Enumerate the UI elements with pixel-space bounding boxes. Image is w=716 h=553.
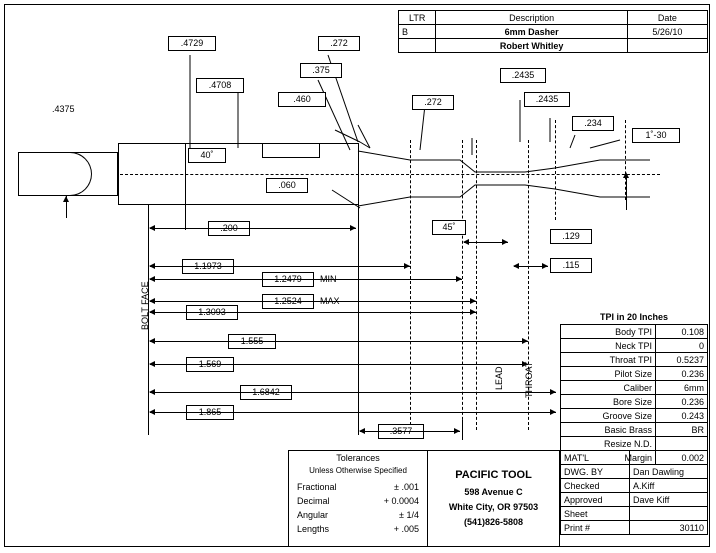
tpi-value-groove: 0.243 — [656, 409, 708, 423]
arrow-1865-left — [149, 409, 155, 415]
arrow-11973-right — [404, 263, 410, 269]
dim-2435-a: .2435 — [500, 68, 546, 83]
label-max: MAX — [320, 296, 340, 306]
dimline-1-3093 — [150, 312, 476, 313]
label-throat: THROAT — [524, 361, 534, 398]
dim-1-2524: 1.2524 — [262, 294, 314, 309]
rev-row2-description: Robert Whitley — [436, 39, 627, 53]
tol-label-lengths: Lengths — [297, 524, 330, 534]
tpi-label-bore: Bore Size — [561, 395, 656, 409]
tpi-value-margin: 0.002 — [656, 451, 708, 465]
arrow-1569-right — [522, 361, 528, 367]
arrow-16842-left — [149, 389, 155, 395]
tpi-value-bore: 0.236 — [656, 395, 708, 409]
arrow-129-right — [502, 239, 508, 245]
title-value-sheet — [630, 507, 708, 521]
dim-060: .060 — [266, 178, 308, 193]
tpi-table-title: TPI in 20 Inches — [599, 312, 669, 322]
title-label-print: Print # — [561, 521, 630, 535]
dim-4708: .4708 — [196, 78, 244, 93]
tick-line-2 — [626, 174, 627, 210]
dim-unlabeled-box — [262, 143, 320, 158]
arrow-115-right — [542, 263, 548, 269]
title-value-drawnby: Dan Dawling — [630, 465, 708, 479]
tolerances-block — [288, 450, 428, 547]
arrow-129-left — [463, 239, 469, 245]
rev-header-ltr: LTR — [399, 11, 436, 25]
arrow-13093-right — [470, 309, 476, 315]
tpi-label-throat: Throat TPI — [561, 353, 656, 367]
tol-value-lengths: + .005 — [393, 524, 419, 534]
dim-4729: .4729 — [168, 36, 216, 51]
tpi-value-neck: 0 — [656, 339, 708, 353]
title-label-checked: Checked — [561, 479, 630, 493]
dim-234: .234 — [572, 116, 614, 131]
tpi-label-brass: Basic Brass — [561, 423, 656, 437]
tol-label-decimal: Decimal — [297, 496, 330, 506]
dim-272-b: .272 — [412, 95, 454, 110]
dim-1-865: 1.865 — [186, 405, 234, 420]
label-min: MIN — [320, 274, 337, 284]
title-label-drawnby: DWG. BY — [561, 465, 630, 479]
dimline-1-2479 — [150, 279, 462, 280]
arrow-3577-right — [454, 428, 460, 434]
arrow-1555-left — [149, 338, 155, 344]
title-block — [560, 450, 708, 535]
title-value-print: 30110 — [630, 521, 708, 535]
tolerances-title: Tolerances — [336, 453, 380, 463]
company-address1: 598 Avenue C — [464, 487, 523, 497]
arrow-12479-right — [456, 276, 462, 282]
dim-375: .375 — [300, 63, 342, 78]
tpi-label-resize: Resize N.D. — [561, 437, 656, 451]
dim-460: .460 — [278, 92, 326, 107]
arrow-1569-left — [149, 361, 155, 367]
dim-45-degrees: 45˚ — [432, 220, 466, 235]
tol-label-angular: Angular — [297, 510, 329, 520]
title-value-approved: Dave Kiff — [630, 493, 708, 507]
tpi-label-neck: Neck TPI — [561, 339, 656, 353]
dimline-1-555 — [150, 341, 528, 342]
title-label-sheet: Sheet — [561, 507, 630, 521]
dimline-1-1973 — [150, 266, 410, 267]
tpi-label-groove: Groove Size — [561, 409, 656, 423]
dim-taper-angle: 1˚-30 — [632, 128, 680, 143]
tpi-value-resize — [656, 437, 708, 451]
arrow-1555-right — [522, 338, 528, 344]
tol-value-decimal: + 0.0004 — [383, 496, 419, 506]
rev-row-date: 5/26/10 — [627, 25, 707, 39]
tpi-label-caliber: Caliber — [561, 381, 656, 395]
tpi-table — [560, 312, 708, 465]
dim-272-a: .272 — [318, 36, 360, 51]
dim-1-1973: 1.1973 — [182, 259, 234, 274]
title-label-material: MAT'L — [561, 451, 630, 465]
company-name: PACIFIC TOOL — [455, 469, 532, 481]
title-label-approved: Approved — [561, 493, 630, 507]
dim-4375: .4375 — [52, 104, 86, 115]
arrow-12524-left — [149, 298, 155, 304]
tpi-value-body: 0.108 — [656, 325, 708, 339]
dimline-1-2524 — [150, 301, 476, 302]
label-bolt-face: BOLT FACE — [140, 281, 150, 330]
tolerances-subtitle: Unless Otherwise Specified — [309, 466, 407, 475]
dim-1-569: 1.569 — [186, 357, 234, 372]
arrow-200-left — [149, 225, 155, 231]
dimline-200 — [150, 228, 356, 229]
dim-115: .115 — [550, 258, 592, 273]
tpi-value-pilot: 0.236 — [656, 367, 708, 381]
leader-lines — [120, 30, 700, 240]
dim-200: .200 — [208, 221, 250, 236]
dim-1-555: 1.555 — [228, 334, 276, 349]
company-block — [428, 450, 560, 547]
rev-header-date: Date — [627, 11, 707, 25]
ext-3577-right — [462, 420, 463, 440]
rev-row-ltr: B — [399, 25, 436, 39]
dim-3577: .3577 — [378, 424, 424, 439]
arrow-up-1 — [63, 196, 69, 202]
tpi-label-margin: Margin — [561, 451, 656, 465]
dim-2435-b: .2435 — [524, 92, 570, 107]
tol-value-angular: ± 1/4 — [399, 510, 419, 520]
dim-129: .129 — [550, 229, 592, 244]
title-value-material — [630, 451, 708, 465]
tpi-value-brass: BR — [656, 423, 708, 437]
rev-row-description: 6mm Dasher — [436, 25, 627, 39]
tpi-value-throat: 0.5237 — [656, 353, 708, 367]
dim-40-degrees: 40˚ — [188, 148, 226, 163]
dimline-1-865 — [150, 412, 556, 413]
arrow-13093-left — [149, 309, 155, 315]
arrow-12524-right — [470, 298, 476, 304]
arrow-11973-left — [149, 263, 155, 269]
dim-1-3093: 1.3093 — [186, 305, 238, 320]
rev-header-description: Description — [436, 11, 627, 25]
arrow-1865-right — [550, 409, 556, 415]
tpi-value-caliber: 6mm — [656, 381, 708, 395]
title-value-checked: A.Kiff — [630, 479, 708, 493]
dim-1-2479: 1.2479 — [262, 272, 314, 287]
tol-label-fractional: Fractional — [297, 482, 337, 492]
company-address2: White City, OR 97503 — [448, 502, 539, 512]
dimline-1-6842 — [150, 392, 556, 393]
dimline-1-569 — [150, 364, 528, 365]
arrow-200-right — [350, 225, 356, 231]
tpi-label-body: Body TPI — [561, 325, 656, 339]
arrow-115-left — [513, 263, 519, 269]
tol-value-fractional: ± .001 — [394, 482, 419, 492]
company-phone: (541)826-5808 — [463, 517, 524, 527]
arrow-3577-left — [359, 428, 365, 434]
dimline-3577 — [360, 431, 460, 432]
arrow-12479-left — [149, 276, 155, 282]
arrow-up-2 — [623, 172, 629, 178]
dim-1-6842: 1.6842 — [240, 385, 292, 400]
label-lead: LEAD — [494, 366, 504, 390]
arrow-16842-right — [550, 389, 556, 395]
tpi-label-pilot: Pilot Size — [561, 367, 656, 381]
